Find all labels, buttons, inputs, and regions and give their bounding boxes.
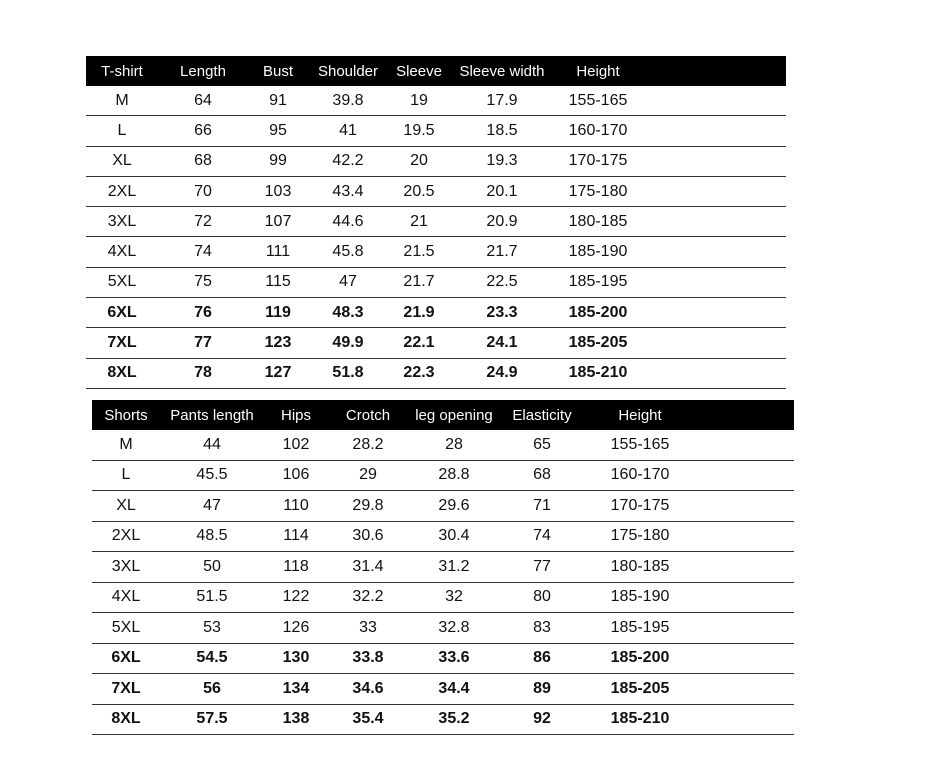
- measurement-cell: 115: [248, 267, 308, 297]
- table-row: [86, 207, 786, 237]
- measurement-cell: 53: [160, 613, 264, 644]
- size-cell: 3XL: [92, 552, 160, 583]
- header-cell: Shoulder: [317, 62, 379, 80]
- measurement-cell: 57.5: [160, 704, 264, 735]
- header-cell: Sleeve width: [459, 62, 545, 80]
- measurement-cell: 103: [248, 176, 308, 206]
- measurement-cell: 80: [500, 582, 584, 613]
- row-spacer: [696, 552, 794, 583]
- row-spacer: [696, 521, 794, 552]
- measurement-cell: 19: [388, 86, 450, 116]
- measurement-cell: 185-200: [584, 643, 696, 674]
- measurement-cell: 30.6: [328, 521, 408, 552]
- measurement-cell: 32: [408, 582, 500, 613]
- measurement-cell: 20.5: [388, 176, 450, 206]
- size-cell: 2XL: [92, 521, 160, 552]
- table-row: [86, 176, 786, 206]
- measurement-cell: 83: [500, 613, 584, 644]
- measurement-cell: 28: [408, 430, 500, 460]
- measurement-cell: 51.5: [160, 582, 264, 613]
- measurement-cell: 76: [158, 298, 248, 328]
- size-cell: 8XL: [92, 704, 160, 735]
- measurement-cell: 185-205: [554, 328, 642, 358]
- row-spacer: [696, 643, 794, 674]
- measurement-cell: 185-210: [554, 358, 642, 388]
- row-spacer: [642, 86, 786, 116]
- measurement-cell: 86: [500, 643, 584, 674]
- measurement-cell: 48.5: [160, 521, 264, 552]
- measurement-cell: 170-175: [584, 491, 696, 522]
- measurement-cell: 92: [500, 704, 584, 735]
- header-cell: Pants length: [170, 406, 254, 424]
- header-spacer: [642, 56, 786, 86]
- measurement-cell: 32.8: [408, 613, 500, 644]
- measurement-cell: 185-190: [554, 237, 642, 267]
- measurement-cell: 22.5: [450, 267, 554, 297]
- header-cell: Crotch: [345, 406, 391, 424]
- measurement-cell: 74: [158, 237, 248, 267]
- measurement-cell: 68: [500, 460, 584, 491]
- header-cell: Elasticity: [512, 406, 572, 424]
- measurement-cell: 56: [160, 674, 264, 705]
- row-spacer: [696, 491, 794, 522]
- table-row: [92, 613, 794, 644]
- measurement-cell: 49.9: [308, 328, 388, 358]
- measurement-cell: 77: [158, 328, 248, 358]
- tshirt-size-table: [86, 56, 786, 389]
- measurement-cell: 44.6: [308, 207, 388, 237]
- measurement-cell: 91: [248, 86, 308, 116]
- measurement-cell: 35.4: [328, 704, 408, 735]
- measurement-cell: 20.9: [450, 207, 554, 237]
- measurement-cell: 17.9: [450, 86, 554, 116]
- row-spacer: [696, 613, 794, 644]
- table-row: [86, 358, 786, 388]
- header-cell: Bust: [262, 62, 293, 80]
- measurement-cell: 99: [248, 146, 308, 176]
- table-row: [86, 86, 786, 116]
- row-spacer: [696, 704, 794, 735]
- measurement-cell: 180-185: [584, 552, 696, 583]
- measurement-cell: 122: [264, 582, 328, 613]
- measurement-cell: 47: [308, 267, 388, 297]
- size-cell: XL: [92, 491, 160, 522]
- measurement-cell: 64: [158, 86, 248, 116]
- measurement-cell: 42.2: [308, 146, 388, 176]
- header-cell: leg opening: [415, 406, 493, 424]
- table-row: [92, 674, 794, 705]
- measurement-cell: 34.6: [328, 674, 408, 705]
- measurement-cell: 185-200: [554, 298, 642, 328]
- measurement-cell: 44: [160, 430, 264, 460]
- table-row: [92, 430, 794, 460]
- measurement-cell: 33: [328, 613, 408, 644]
- header-cell: Shorts: [104, 406, 148, 424]
- row-spacer: [696, 674, 794, 705]
- measurement-cell: 33.8: [328, 643, 408, 674]
- measurement-cell: 29: [328, 460, 408, 491]
- measurement-cell: 114: [264, 521, 328, 552]
- measurement-cell: 127: [248, 358, 308, 388]
- measurement-cell: 39.8: [308, 86, 388, 116]
- measurement-cell: 28.2: [328, 430, 408, 460]
- size-cell: 7XL: [86, 328, 158, 358]
- header-cell: Height: [576, 62, 620, 80]
- size-cell: 3XL: [86, 207, 158, 237]
- size-cell: L: [92, 460, 160, 491]
- measurement-cell: 21.5: [388, 237, 450, 267]
- measurement-cell: 21.7: [388, 267, 450, 297]
- measurement-cell: 71: [500, 491, 584, 522]
- row-spacer: [696, 460, 794, 491]
- measurement-cell: 160-170: [584, 460, 696, 491]
- size-cell: 5XL: [92, 613, 160, 644]
- measurement-cell: 134: [264, 674, 328, 705]
- size-cell: 5XL: [86, 267, 158, 297]
- table-row: [92, 460, 794, 491]
- measurement-cell: 77: [500, 552, 584, 583]
- measurement-cell: 23.3: [450, 298, 554, 328]
- table-row: [92, 704, 794, 735]
- table-row: [86, 267, 786, 297]
- table-row: [92, 521, 794, 552]
- measurement-cell: 111: [248, 237, 308, 267]
- measurement-cell: 175-180: [584, 521, 696, 552]
- measurement-cell: 47: [160, 491, 264, 522]
- header-cell: T-shirt: [101, 62, 143, 80]
- measurement-cell: 19.5: [388, 116, 450, 146]
- row-spacer: [642, 116, 786, 146]
- measurement-cell: 34.4: [408, 674, 500, 705]
- row-spacer: [642, 207, 786, 237]
- measurement-cell: 66: [158, 116, 248, 146]
- measurement-cell: 155-165: [554, 86, 642, 116]
- row-spacer: [642, 298, 786, 328]
- measurement-cell: 75: [158, 267, 248, 297]
- measurement-cell: 130: [264, 643, 328, 674]
- table-row: [92, 643, 794, 674]
- measurement-cell: 155-165: [584, 430, 696, 460]
- size-cell: 6XL: [92, 643, 160, 674]
- measurement-cell: 45.5: [160, 460, 264, 491]
- measurement-cell: 175-180: [554, 176, 642, 206]
- measurement-cell: 41: [308, 116, 388, 146]
- measurement-cell: 22.1: [388, 328, 450, 358]
- measurement-cell: 68: [158, 146, 248, 176]
- size-cell: L: [86, 116, 158, 146]
- measurement-cell: 138: [264, 704, 328, 735]
- measurement-cell: 160-170: [554, 116, 642, 146]
- row-spacer: [642, 328, 786, 358]
- shorts-size-table: [92, 400, 794, 735]
- row-spacer: [642, 237, 786, 267]
- size-cell: 2XL: [86, 176, 158, 206]
- header-cell: Sleeve: [396, 62, 442, 80]
- size-cell: XL: [86, 146, 158, 176]
- measurement-cell: 22.3: [388, 358, 450, 388]
- size-cell: M: [92, 430, 160, 460]
- table-row: [86, 116, 786, 146]
- measurement-cell: 18.5: [450, 116, 554, 146]
- measurement-cell: 24.9: [450, 358, 554, 388]
- size-cell: 8XL: [86, 358, 158, 388]
- measurement-cell: 21.7: [450, 237, 554, 267]
- measurement-cell: 24.1: [450, 328, 554, 358]
- measurement-cell: 35.2: [408, 704, 500, 735]
- measurement-cell: 31.2: [408, 552, 500, 583]
- size-cell: M: [86, 86, 158, 116]
- measurement-cell: 107: [248, 207, 308, 237]
- measurement-cell: 126: [264, 613, 328, 644]
- measurement-cell: 54.5: [160, 643, 264, 674]
- table-row: [86, 298, 786, 328]
- row-spacer: [642, 146, 786, 176]
- row-spacer: [642, 176, 786, 206]
- tshirt-header-row: [86, 56, 786, 86]
- measurement-cell: 185-195: [554, 267, 642, 297]
- table-row: [92, 491, 794, 522]
- measurement-cell: 20.1: [450, 176, 554, 206]
- measurement-cell: 70: [158, 176, 248, 206]
- size-cell: 6XL: [86, 298, 158, 328]
- row-spacer: [696, 582, 794, 613]
- table-row: [86, 328, 786, 358]
- measurement-cell: 31.4: [328, 552, 408, 583]
- table-row: [86, 146, 786, 176]
- measurement-cell: 21: [388, 207, 450, 237]
- measurement-cell: 185-210: [584, 704, 696, 735]
- measurement-cell: 78: [158, 358, 248, 388]
- table-row: [92, 582, 794, 613]
- measurement-cell: 89: [500, 674, 584, 705]
- measurement-cell: 30.4: [408, 521, 500, 552]
- measurement-cell: 20: [388, 146, 450, 176]
- measurement-cell: 185-195: [584, 613, 696, 644]
- measurement-cell: 29.6: [408, 491, 500, 522]
- header-cell: Length: [180, 62, 226, 80]
- measurement-cell: 185-205: [584, 674, 696, 705]
- measurement-cell: 95: [248, 116, 308, 146]
- measurement-cell: 21.9: [388, 298, 450, 328]
- measurement-cell: 106: [264, 460, 328, 491]
- measurement-cell: 180-185: [554, 207, 642, 237]
- measurement-cell: 48.3: [308, 298, 388, 328]
- measurement-cell: 185-190: [584, 582, 696, 613]
- measurement-cell: 118: [264, 552, 328, 583]
- row-spacer: [642, 358, 786, 388]
- row-spacer: [642, 267, 786, 297]
- measurement-cell: 28.8: [408, 460, 500, 491]
- measurement-cell: 102: [264, 430, 328, 460]
- measurement-cell: 32.2: [328, 582, 408, 613]
- measurement-cell: 51.8: [308, 358, 388, 388]
- header-spacer: [696, 400, 794, 430]
- row-spacer: [696, 430, 794, 460]
- measurement-cell: 110: [264, 491, 328, 522]
- shorts-header-row: [92, 400, 794, 430]
- header-cell: Hips: [280, 406, 311, 424]
- measurement-cell: 65: [500, 430, 584, 460]
- measurement-cell: 43.4: [308, 176, 388, 206]
- size-cell: 7XL: [92, 674, 160, 705]
- measurement-cell: 33.6: [408, 643, 500, 674]
- measurement-cell: 72: [158, 207, 248, 237]
- measurement-cell: 19.3: [450, 146, 554, 176]
- measurement-cell: 29.8: [328, 491, 408, 522]
- measurement-cell: 45.8: [308, 237, 388, 267]
- table-row: [92, 552, 794, 583]
- table-row: [86, 237, 786, 267]
- header-cell: Height: [618, 406, 662, 424]
- size-cell: 4XL: [86, 237, 158, 267]
- measurement-cell: 50: [160, 552, 264, 583]
- measurement-cell: 74: [500, 521, 584, 552]
- measurement-cell: 119: [248, 298, 308, 328]
- measurement-cell: 170-175: [554, 146, 642, 176]
- size-cell: 4XL: [92, 582, 160, 613]
- measurement-cell: 123: [248, 328, 308, 358]
